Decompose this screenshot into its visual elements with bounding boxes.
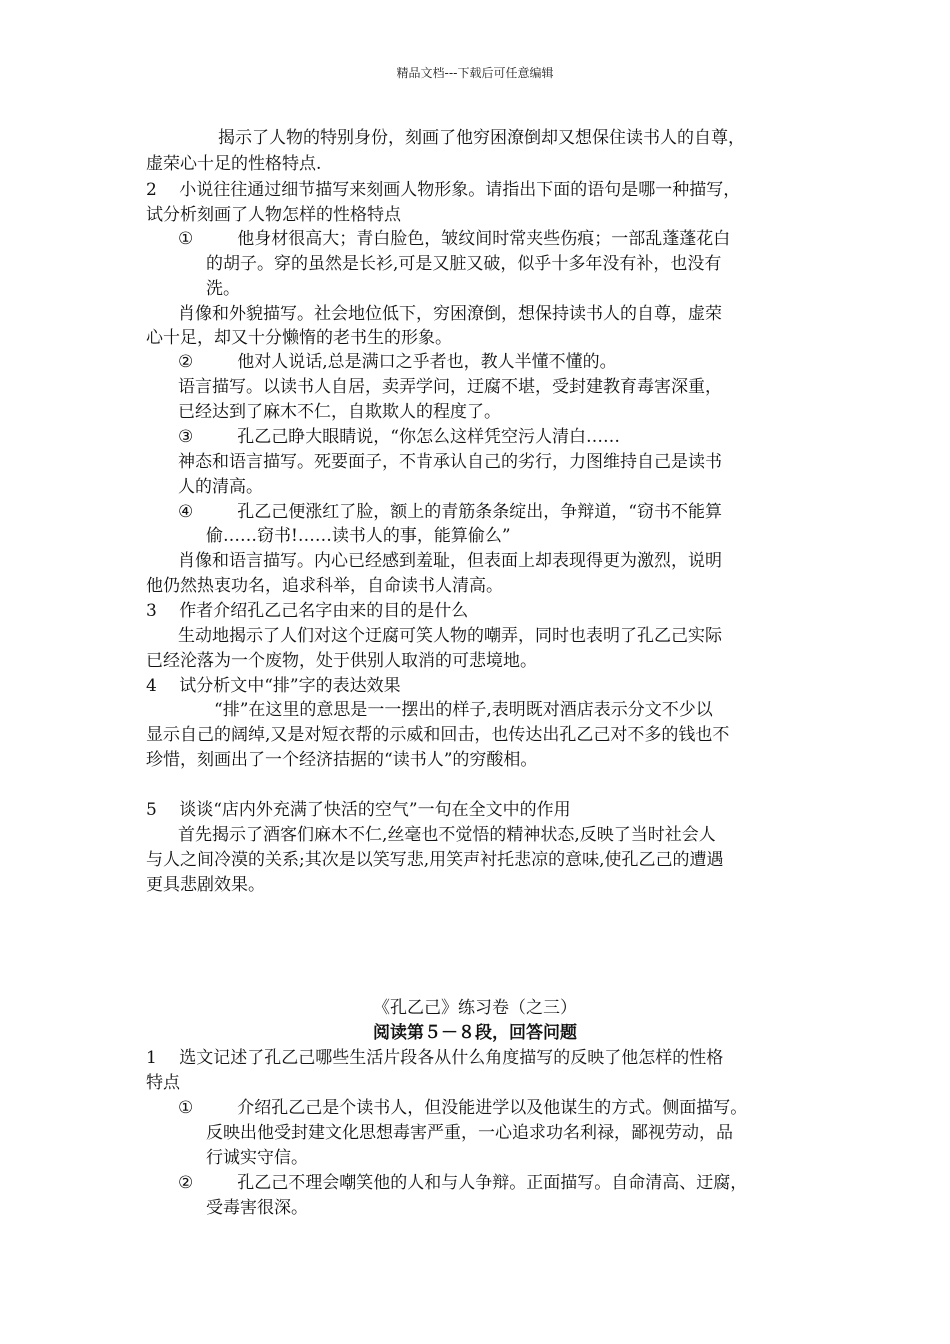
section-title: 《孔乙己》练习卷（之三） [373, 998, 577, 1018]
item-number: ③ [178, 427, 194, 447]
item-text: 孔乙己不理会嘲笑他的人和与人争辩。正面描写。自命清高、迂腐， [237, 1173, 748, 1193]
answer-line: 生动地揭示了人们对这个迂腐可笑人物的嘲弄，同时也表明了孔乙己实际 [178, 626, 722, 646]
text-line: 洗。 [206, 279, 240, 299]
question-4: 4 试分析文中“排”字的表达效果 [146, 676, 401, 696]
item-number: ④ [178, 502, 194, 522]
list-item [178, 1096, 747, 1120]
answer-line: “排”在这里的意思是一一摆出的样子,表明既对酒店表示分文不少以 [214, 700, 713, 720]
item-number: ② [178, 352, 194, 372]
item-number: ① [178, 229, 194, 249]
answer-line: 已经达到了麻木不仁，自欺欺人的程度了。 [178, 402, 501, 422]
answer-line: 与人之间冷漠的关系;其次是以笑写悲,用笑声衬托悲凉的意味,使孔乙己的遭遇 [146, 850, 724, 870]
question-1-cont: 特点 [146, 1073, 180, 1093]
list-item [178, 1171, 747, 1195]
answer-line: 肖像和外貌描写。社会地位低下，穷困潦倒，想保持读书人的自尊，虚荣 [178, 304, 722, 324]
answer-line: 已经沦落为一个废物，处于供别人取消的可悲境地。 [146, 651, 537, 671]
text-line: 行诚实守信。 [206, 1148, 308, 1168]
question-1: 1 选文记述了孔乙己哪些生活片段各从什么角度描写的反映了他怎样的性格 [146, 1048, 724, 1068]
item-number: ① [178, 1098, 194, 1118]
section-subtitle: 阅读第５－８段，回答问题 [373, 1023, 577, 1043]
item-text: 介绍孔乙己是个读书人，但没能进学以及他谋生的方式。侧面描写。 [237, 1098, 748, 1118]
text-line: 受毒害很深。 [206, 1198, 308, 1218]
item-text: 他对人说话,总是满口之乎者也，教人半懂不懂的。 [237, 352, 617, 372]
page-header: 精品文档---下载后可任意编辑 [396, 66, 554, 80]
question-2: 2 小说往往通过细节描写来刻画人物形象。请指出下面的语句是哪一种描写， [146, 180, 741, 200]
text-line: 的胡子。穿的虽然是长衫,可是又脏又破，似乎十多年没有补，也没有 [206, 254, 722, 274]
item-text: 孔乙己睁大眼睛说，“你怎么这样凭空污人清白…… [237, 427, 620, 447]
question-5: 5 谈谈“店内外充满了快活的空气”一句在全文中的作用 [146, 800, 571, 820]
text-line: 偷……窃书!……读书人的事，能算偷么” [206, 526, 511, 546]
text-line: 反映出他受封建文化思想毒害严重，一心追求功名利禄，鄙视劳动，品 [206, 1123, 733, 1143]
answer-line: 人的清高。 [178, 477, 263, 497]
list-item [178, 500, 722, 524]
answer-line: 心十足，却又十分懒惰的老书生的形象。 [146, 328, 452, 348]
item-text: 他身材很高大；青白脸色，皱纹间时常夹些伤痕；一部乱蓬蓬花白 [237, 229, 731, 249]
list-item [178, 227, 730, 251]
answer-line: 语言描写。以读书人自居，卖弄学问，迂腐不堪，受封建教育毒害深重， [178, 377, 722, 397]
answer-line: 他仍然热衷功名，追求科举，自命读书人清高。 [146, 576, 503, 596]
question-3: 3 作者介绍孔乙己名字由来的目的是什么 [146, 601, 469, 621]
list-item [178, 350, 617, 374]
text-line: 虚荣心十足的性格特点. [146, 154, 322, 174]
item-text: 孔乙己便涨红了脸，额上的青筋条条绽出，争辩道，“窃书不能算 [237, 502, 722, 522]
answer-line: 肖像和语言描写。内心已经感到羞耻，但表面上却表现得更为激烈，说明 [178, 551, 722, 571]
question-2-cont: 试分析刻画了人物怎样的性格特点 [146, 205, 401, 225]
answer-line: 首先揭示了酒客们麻木不仁,丝毫也不觉悟的精神状态,反映了当时社会人 [178, 825, 716, 845]
answer-line: 神态和语言描写。死要面子，不肯承认自己的劣行，力图维持自己是读书 [178, 452, 722, 472]
list-item [178, 425, 620, 449]
answer-line: 更具悲剧效果。 [146, 875, 265, 895]
answer-line: 珍惜，刻画出了一个经济拮据的“读书人”的穷酸相。 [146, 750, 538, 770]
item-number: ② [178, 1173, 194, 1193]
text-line: 揭示了人物的特别身份，刻画了他穷困潦倒却又想保住读书人的自尊， [218, 128, 745, 148]
answer-line: 显示自己的阔绰,又是对短衣帮的示威和回击，也传达出孔乙己对不多的钱也不 [146, 725, 730, 745]
